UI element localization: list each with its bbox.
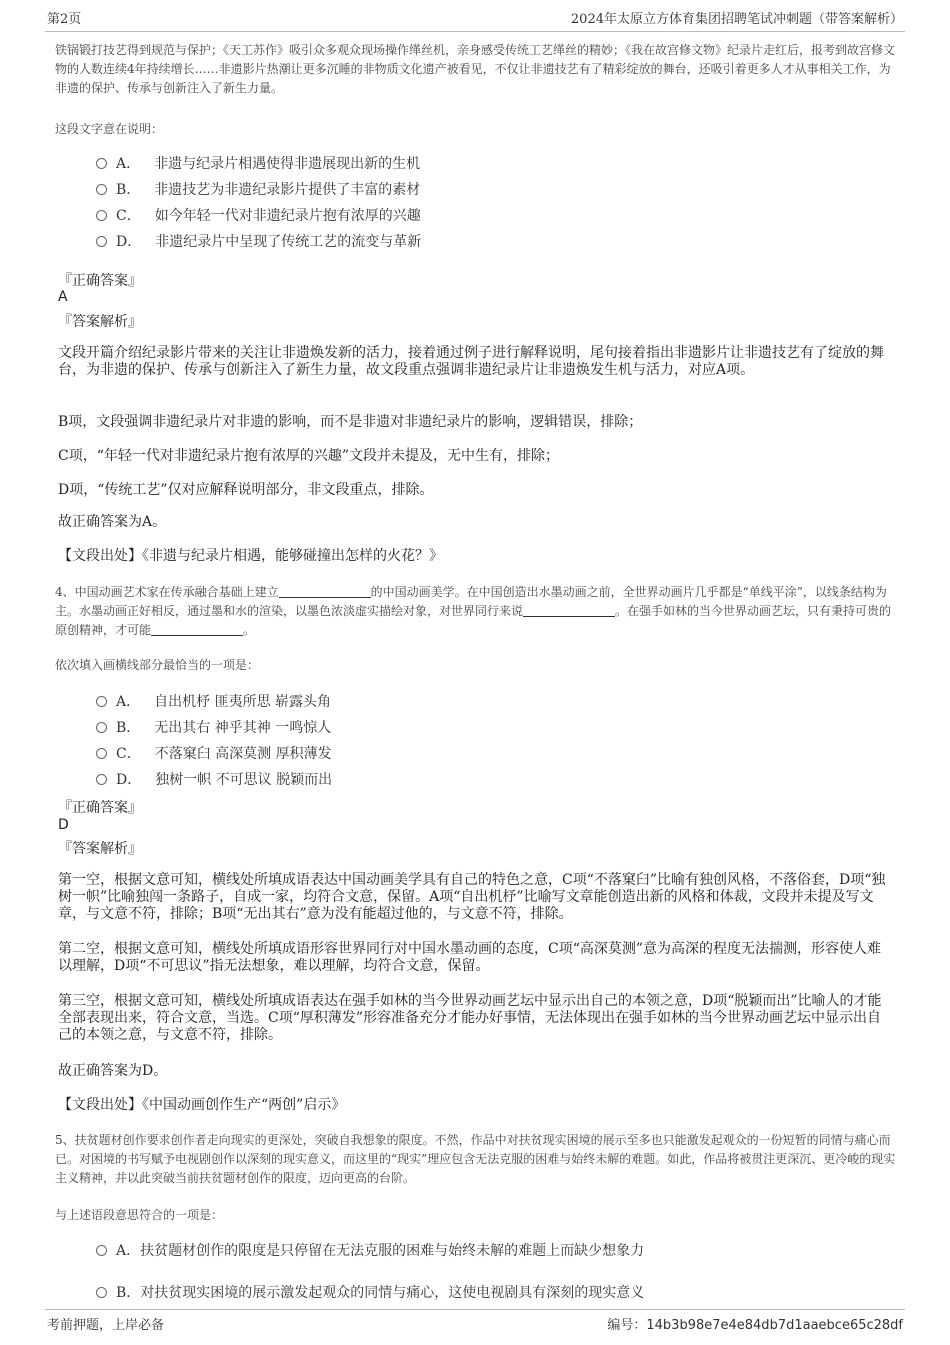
q3-answer: A (58, 289, 68, 305)
q4-stem: 依次填入画横线部分最恰当的一项是： (55, 658, 260, 672)
fill-blank[interactable] (151, 623, 243, 636)
q3-analysis-label: 『答案解析』 (58, 314, 142, 330)
q3-source: 【文段出处】《非遗与纪录片相遇，能够碰撞出怎样的火花？》 (58, 548, 443, 564)
q4-option-b[interactable]: B． 无出其右 神乎其神 一鸣惊人 (96, 717, 331, 739)
q3-option-a[interactable]: A． 非遗与纪录片相遇使得非遗展现出新的生机 (96, 153, 420, 175)
q3-analysis-5: 故正确答案为A。 (58, 514, 167, 530)
page-number: 第2页 (47, 12, 82, 27)
q3-analysis-2: B项，文段强调非遗纪录片对非遗的影响，而不是非遗对非遗纪录片的影响，逻辑错误，排除； (58, 414, 643, 430)
q4-answer-label: 『正确答案』 (58, 800, 142, 816)
q3-answer-label: 『正确答案』 (58, 273, 142, 289)
footer-divider (45, 1309, 905, 1310)
radio-icon[interactable] (96, 696, 107, 707)
q4-passage: 4、中国动画艺术家在传承融合基础上建立 的中国动画美学。在中国创造出水墨动画之前，全世界动画片几乎都是“单线平涂”，以线条结构为主。水墨动画正好相反，通过墨和水的渲染，以墨色浓淡虚实描绘对象，对世界同行来说 。在强手如林的当今世界动画艺坛，只有秉持可贵的原创精神，才可能 。 (55, 585, 892, 637)
q5-passage: 5、扶贫题材创作要求创作者走向现实的更深处，突破自我想象的限度。不然，作品中对扶贫现实困境的展示至多也只能激发起观众的一份短暂的同情与痛心而已。对困境的书写赋予电视剧创作以深刻的现实意义，而这里的“现实”理应包含无法克服的困难与始终未解的难题。如此，作品将被贯注更深沉、更冷峻的现实主义精神，并以此突破当前扶贫题材创作的限度，迈向更高的台阶。 (55, 1133, 896, 1185)
q5-stem: 与上述语段意思符合的一项是： (55, 1208, 224, 1222)
radio-icon[interactable] (96, 748, 107, 759)
q3-option-d[interactable]: D． 非遗纪录片中呈现了传统工艺的流变与革新 (96, 231, 421, 253)
fill-blank[interactable] (523, 604, 615, 617)
radio-icon[interactable] (96, 210, 107, 221)
q5-option-a[interactable]: A．扶贫题材创作的限度是只停留在无法克服的困难与始终未解的难题上而缺少想象力 (96, 1240, 644, 1262)
radio-icon[interactable] (96, 184, 107, 195)
q4-option-c[interactable]: C． 不落窠臼 高深莫测 厚积薄发 (96, 743, 332, 765)
q5-option-b[interactable]: B．对扶贫现实困境的展示激发起观众的同情与痛心，这使电视剧具有深刻的现实意义 (96, 1282, 644, 1304)
radio-icon[interactable] (96, 774, 107, 785)
radio-icon[interactable] (96, 1287, 107, 1298)
q4-analysis-label: 『答案解析』 (58, 841, 142, 857)
q3-option-b[interactable]: B． 非遗技艺为非遗纪录影片提供了丰富的素材 (96, 179, 420, 201)
q3-stem: 这段文字意在说明： (55, 122, 164, 136)
q4-source: 【文段出处】《中国动画创作生产“两创”启示》 (58, 1097, 346, 1113)
q3-option-c[interactable]: C． 如今年轻一代对非遗纪录片抱有浓厚的兴趣 (96, 205, 421, 227)
q4-analysis-1: 第一空，根据文意可知，横线处所填成语表达中国动画美学具有自己的特色之意，C项“不落窠臼”比喻有独创风格，不落俗套，D项“独树一帜”比喻独闯一条路子，自成一家，均符合文意，保留。A项“自出机杼”比喻写文章能创造出新的风格和体裁，文段并未提及写文章，与文意不符，排除；B项“无出其右”意为没有能超过他的，与文意不符，排除。 (58, 872, 886, 922)
q4-option-a[interactable]: A． 自出机杼 匪夷所思 崭露头角 (96, 691, 331, 713)
q3-analysis-3: C项，“年轻一代对非遗纪录片抱有浓厚的兴趣”文段并未提及，无中生有，排除； (58, 448, 560, 464)
q3-analysis-4: D项，“传统工艺”仅对应解释说明部分，非文段重点，排除。 (58, 482, 434, 498)
q3-analysis-1: 文段开篇介绍纪录影片带来的关注让非遗焕发新的活力，接着通过例子进行解释说明，尾句接着指出非遗影片让非遗技艺有了绽放的舞台，为非遗的保护、传承与创新注入了新生力量，故文段重点强调非遗纪录片让非遗焕发生机与活力，对应A项。 (58, 345, 884, 378)
document-title: 2024年太原立方体育集团招聘笔试冲刺题（带答案解析） (570, 12, 903, 27)
radio-icon[interactable] (96, 722, 107, 733)
q4-analysis-3: 第三空，根据文意可知，横线处所填成语表达在强手如林的当今世界动画艺坛中显示出自己的本领之意，D项“脱颖而出”比喻人的才能全部表现出来，符合文意，当选。C项“厚积薄发”形容准备充分才能办好事情，无法体现出在强手如林的当今世界动画艺坛中显示出自己的本领之意，与文意不符，排除。 (58, 993, 882, 1043)
radio-icon[interactable] (96, 1245, 107, 1256)
footer-slogan: 考前押题，上岸必备 (47, 1318, 165, 1333)
fill-blank[interactable] (279, 585, 371, 598)
footer-code: 编号：14b3b98e7e4e84db7d1aaebce65c28df (607, 1318, 903, 1333)
header-divider (45, 31, 905, 32)
q3-passage: 铁锅锻打技艺得到规范与保护；《天工苏作》吸引众多观众现场操作缂丝机，亲身感受传统工艺缂丝的精妙；《我在故宫修文物》纪录片走红后，报考到故宫修文物的人数连续4年持续增长……非遗影片热潮让更多沉睡的非物质文化遗产被看见，不仅让非遗技艺有了精彩绽放的舞台，还吸引着更多人才从事相关工作，为非遗的保护、传承与创新注入了新生力量。 (55, 43, 896, 95)
radio-icon[interactable] (96, 236, 107, 247)
q4-option-d[interactable]: D． 独树一帜 不可思议 脱颖而出 (96, 769, 332, 791)
q4-answer: D (58, 817, 69, 833)
q4-analysis-4: 故正确答案为D。 (58, 1063, 168, 1079)
q4-analysis-2: 第二空，根据文意可知，横线处所填成语形容世界同行对中国水墨动画的态度，C项“高深莫测”意为高深的程度无法揣测，形容使人难以理解，D项“不可思议”指无法想象，难以理解，均符合文意，保留。 (58, 941, 882, 974)
radio-icon[interactable] (96, 158, 107, 169)
